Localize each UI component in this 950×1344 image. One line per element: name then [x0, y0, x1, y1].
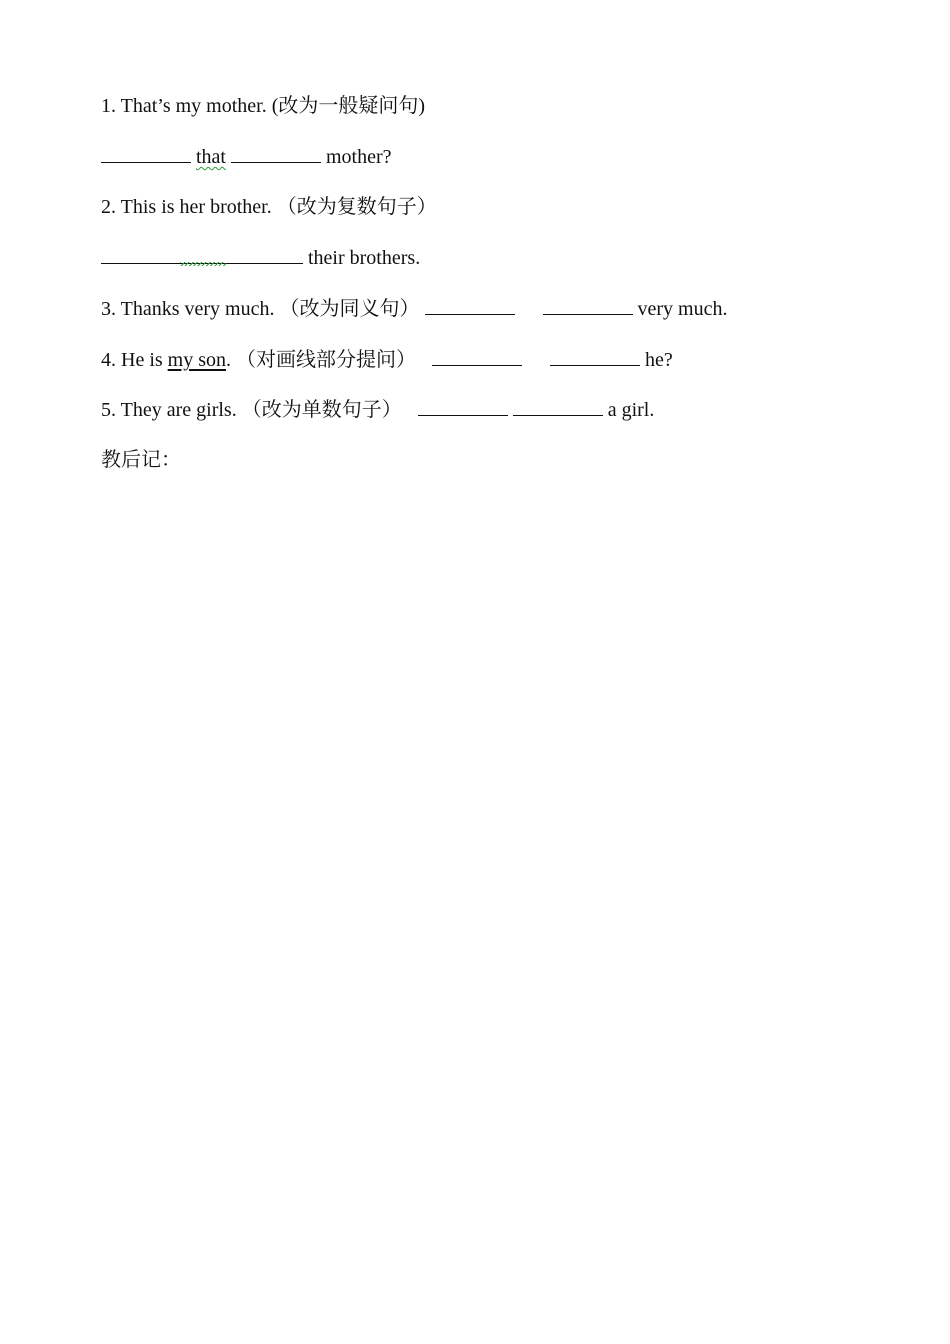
- answer-blank[interactable]: [513, 397, 603, 416]
- question-4-line: [101, 347, 673, 372]
- answer-blank[interactable]: [432, 347, 522, 366]
- question-1-prompt: [101, 94, 425, 118]
- teaching-notes-text: 教后记：: [101, 449, 181, 471]
- answer-blank[interactable]: [543, 296, 633, 315]
- question-1-text: 1. That’s my mother. (改为一般疑问句): [101, 95, 426, 117]
- question-4-text-end: . （对画线部分提问）: [226, 349, 417, 371]
- question-2-text: 2. This is her brother. （改为复数句子）: [101, 196, 437, 218]
- question-5-text: 5. They are girls. （改为单数句子）: [101, 399, 402, 421]
- answer-blank[interactable]: [550, 347, 640, 366]
- answer-tail: very much.: [637, 298, 728, 320]
- teaching-notes-label: [101, 448, 181, 472]
- answer-blank[interactable]: [425, 296, 515, 315]
- spellcheck-mark: [180, 262, 226, 266]
- answer-tail: mother?: [326, 146, 392, 168]
- question-3-text: 3. Thanks very much. （改为同义句）: [101, 298, 420, 320]
- question-2-prompt: [101, 195, 437, 219]
- answer-tail: a girl.: [607, 399, 655, 421]
- question-4-text-start: 4. He is: [101, 349, 163, 371]
- question-5-line: [101, 397, 654, 422]
- question-1-answer-line: [101, 144, 392, 169]
- answer-blank[interactable]: [101, 245, 303, 264]
- answer-blank[interactable]: [101, 144, 191, 163]
- question-3-line: [101, 296, 727, 321]
- answer-tail: their brothers.: [308, 247, 421, 269]
- answer-word-that: that: [196, 146, 226, 168]
- question-2-answer-line: [101, 245, 420, 270]
- answer-tail: he?: [645, 349, 673, 371]
- answer-blank[interactable]: [231, 144, 321, 163]
- question-4-underlined: my son: [167, 349, 227, 371]
- answer-blank[interactable]: [418, 397, 508, 416]
